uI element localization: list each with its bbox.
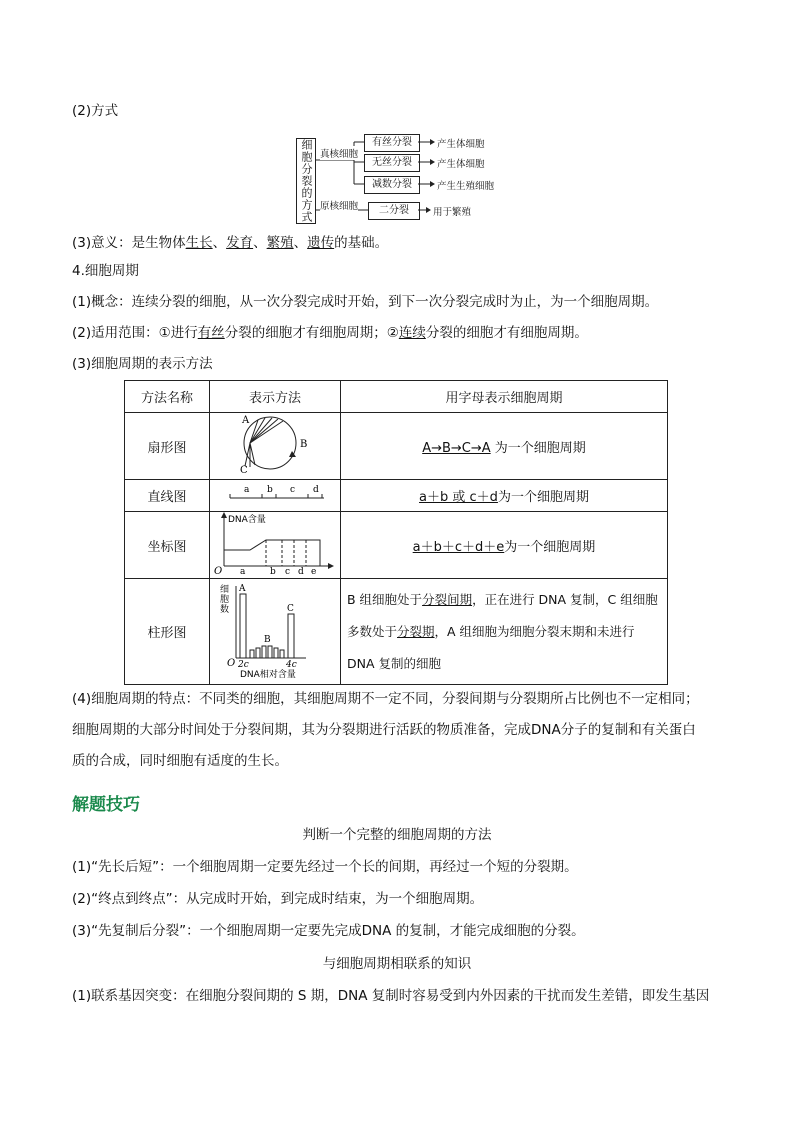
- features-line-2: 细胞周期的大部分时间处于分裂间期，其为分裂期进行活跃的物质准备，完成DNA分子的复制和有关蛋白: [72, 722, 696, 738]
- line-label-a: a: [244, 484, 250, 495]
- fan-diagram: [210, 413, 340, 475]
- features-line-1: (4)细胞周期的特点：不同类的细胞，其细胞周期不一定不同，分裂间期与分裂期所占比例也不一定相同；: [72, 691, 699, 707]
- box-binary-fission: 二分裂: [368, 202, 420, 220]
- box-mitosis: 有丝分裂: [364, 134, 420, 152]
- line-label-d: d: [313, 484, 319, 495]
- tip-2: (2)“终点到终点”：从完成时开始，到完成时结束，为一个细胞周期。: [72, 891, 484, 907]
- box-meiosis: 减数分裂: [364, 176, 420, 194]
- result-1: 产生体细胞: [437, 139, 485, 150]
- bar-diagram: [210, 580, 340, 680]
- table-row-coord: [125, 512, 668, 579]
- row-coord-name: 坐标图: [125, 512, 210, 579]
- row-bar-description: B 组细胞处于分裂间期，正在进行 DNA 复制，C 组细胞多数处于分裂期，A 组细胞为细胞分裂末期和未进行 DNA 复制的细胞: [341, 579, 668, 685]
- bar-diagram-cell: [210, 579, 341, 685]
- bar-y-label-2: 胞: [220, 594, 230, 605]
- coord-x-e: e: [311, 567, 317, 574]
- fan-label-a: A: [242, 415, 250, 426]
- coord-y-label: DNA含量: [228, 515, 266, 525]
- tip-1: (1)“先长后短”：一个细胞周期一定要先经过一个长的间期，再经过一个短的分裂期。: [72, 859, 578, 875]
- fan-label-c: C: [240, 465, 248, 475]
- fan-label-b: B: [300, 439, 308, 450]
- row-bar-name: 柱形图: [125, 579, 210, 685]
- bar-label-a: A: [239, 583, 246, 594]
- result-3: 产生生殖细胞: [437, 181, 495, 192]
- related-1: (1)联系基因突变：在细胞分裂间期的 S 期，DNA 复制时容易受到内外因素的干扰而发生差错，即发生基因: [72, 988, 710, 1004]
- line-diagram: [210, 482, 340, 506]
- bar-label-c: C: [287, 603, 294, 614]
- concept-line: (1)概念：连续分裂的细胞，从一次分裂完成时开始，到下一次分裂完成时为止，为一个细胞周期。: [72, 294, 659, 310]
- bar-label-b: B: [264, 634, 271, 645]
- row-fan-notation: A→B→C→A 为一个细胞周期: [341, 413, 668, 480]
- box-amitosis: 无丝分裂: [364, 154, 420, 172]
- coord-x-c: c: [285, 567, 291, 574]
- section-3-significance: (3)意义：是生物体生长、发育、繁殖、遗传的基础。: [72, 235, 389, 251]
- header-representation: 表示方法: [210, 381, 341, 413]
- table-row-fan: [125, 413, 668, 480]
- tips-heading: 解题技巧: [72, 795, 140, 815]
- line-diagram-cell: [210, 480, 341, 512]
- header-method-name: 方法名称: [125, 381, 210, 413]
- coord-x-a: a: [240, 567, 246, 574]
- result-4: 用于繁殖: [433, 207, 472, 218]
- line-label-c: c: [290, 484, 296, 495]
- eukaryote-label: 真核细胞: [320, 146, 358, 160]
- scope-line: (2)适用范围：①进行有丝分裂的细胞才有细胞周期；②连续分裂的细胞才有细胞周期。: [72, 325, 588, 341]
- fan-diagram-cell: [210, 413, 341, 480]
- tips-title-2: 与细胞周期相联系的知识: [322, 956, 472, 972]
- representation-title: (3)细胞周期的表示方法: [72, 356, 213, 372]
- coordinate-diagram: [210, 512, 340, 574]
- bar-y-label-3: 数: [220, 604, 230, 615]
- prokaryote-label: 原核细胞: [320, 198, 358, 212]
- diagram-vertical-label: 细胞分裂的方式: [296, 138, 316, 224]
- table-row-line: [125, 480, 668, 512]
- header-letter-notation: 用字母表示细胞周期: [341, 381, 668, 413]
- tip-3: (3)“先复制后分裂”：一个细胞周期一定要先完成DNA 的复制，才能完成细胞的分裂。: [72, 923, 585, 939]
- row-line-notation: a＋b 或 c＋d为一个细胞周期: [341, 480, 668, 512]
- coord-diagram-cell: [210, 512, 341, 579]
- heading-cell-cycle: 4.细胞周期: [72, 263, 139, 279]
- bar-origin: O: [227, 657, 236, 669]
- features-line-3: 质的合成，同时细胞有适度的生长。: [72, 753, 288, 769]
- table-row-bar: [125, 579, 668, 685]
- row-line-name: 直线图: [125, 480, 210, 512]
- row-fan-name: 扇形图: [125, 413, 210, 480]
- tips-title-1: 判断一个完整的细胞周期的方法: [302, 827, 492, 843]
- row-coord-notation: a＋b＋c＋d＋e为一个细胞周期: [341, 512, 668, 579]
- table-header-row: [125, 381, 668, 413]
- coord-origin: O: [214, 566, 223, 574]
- section-2-title: (2)方式: [72, 103, 119, 119]
- bar-x-4c: 4c: [286, 659, 297, 670]
- cell-cycle-table: [124, 380, 668, 685]
- coord-x-d: d: [298, 567, 304, 574]
- line-label-b: b: [267, 484, 273, 495]
- coord-x-b: b: [270, 567, 276, 574]
- bar-y-label-1: 细: [220, 584, 230, 595]
- result-2: 产生体细胞: [437, 159, 485, 170]
- bar-x-label: DNA相对含量: [240, 669, 296, 680]
- bar-x-2c: 2c: [238, 659, 249, 670]
- division-method-diagram: [296, 132, 516, 224]
